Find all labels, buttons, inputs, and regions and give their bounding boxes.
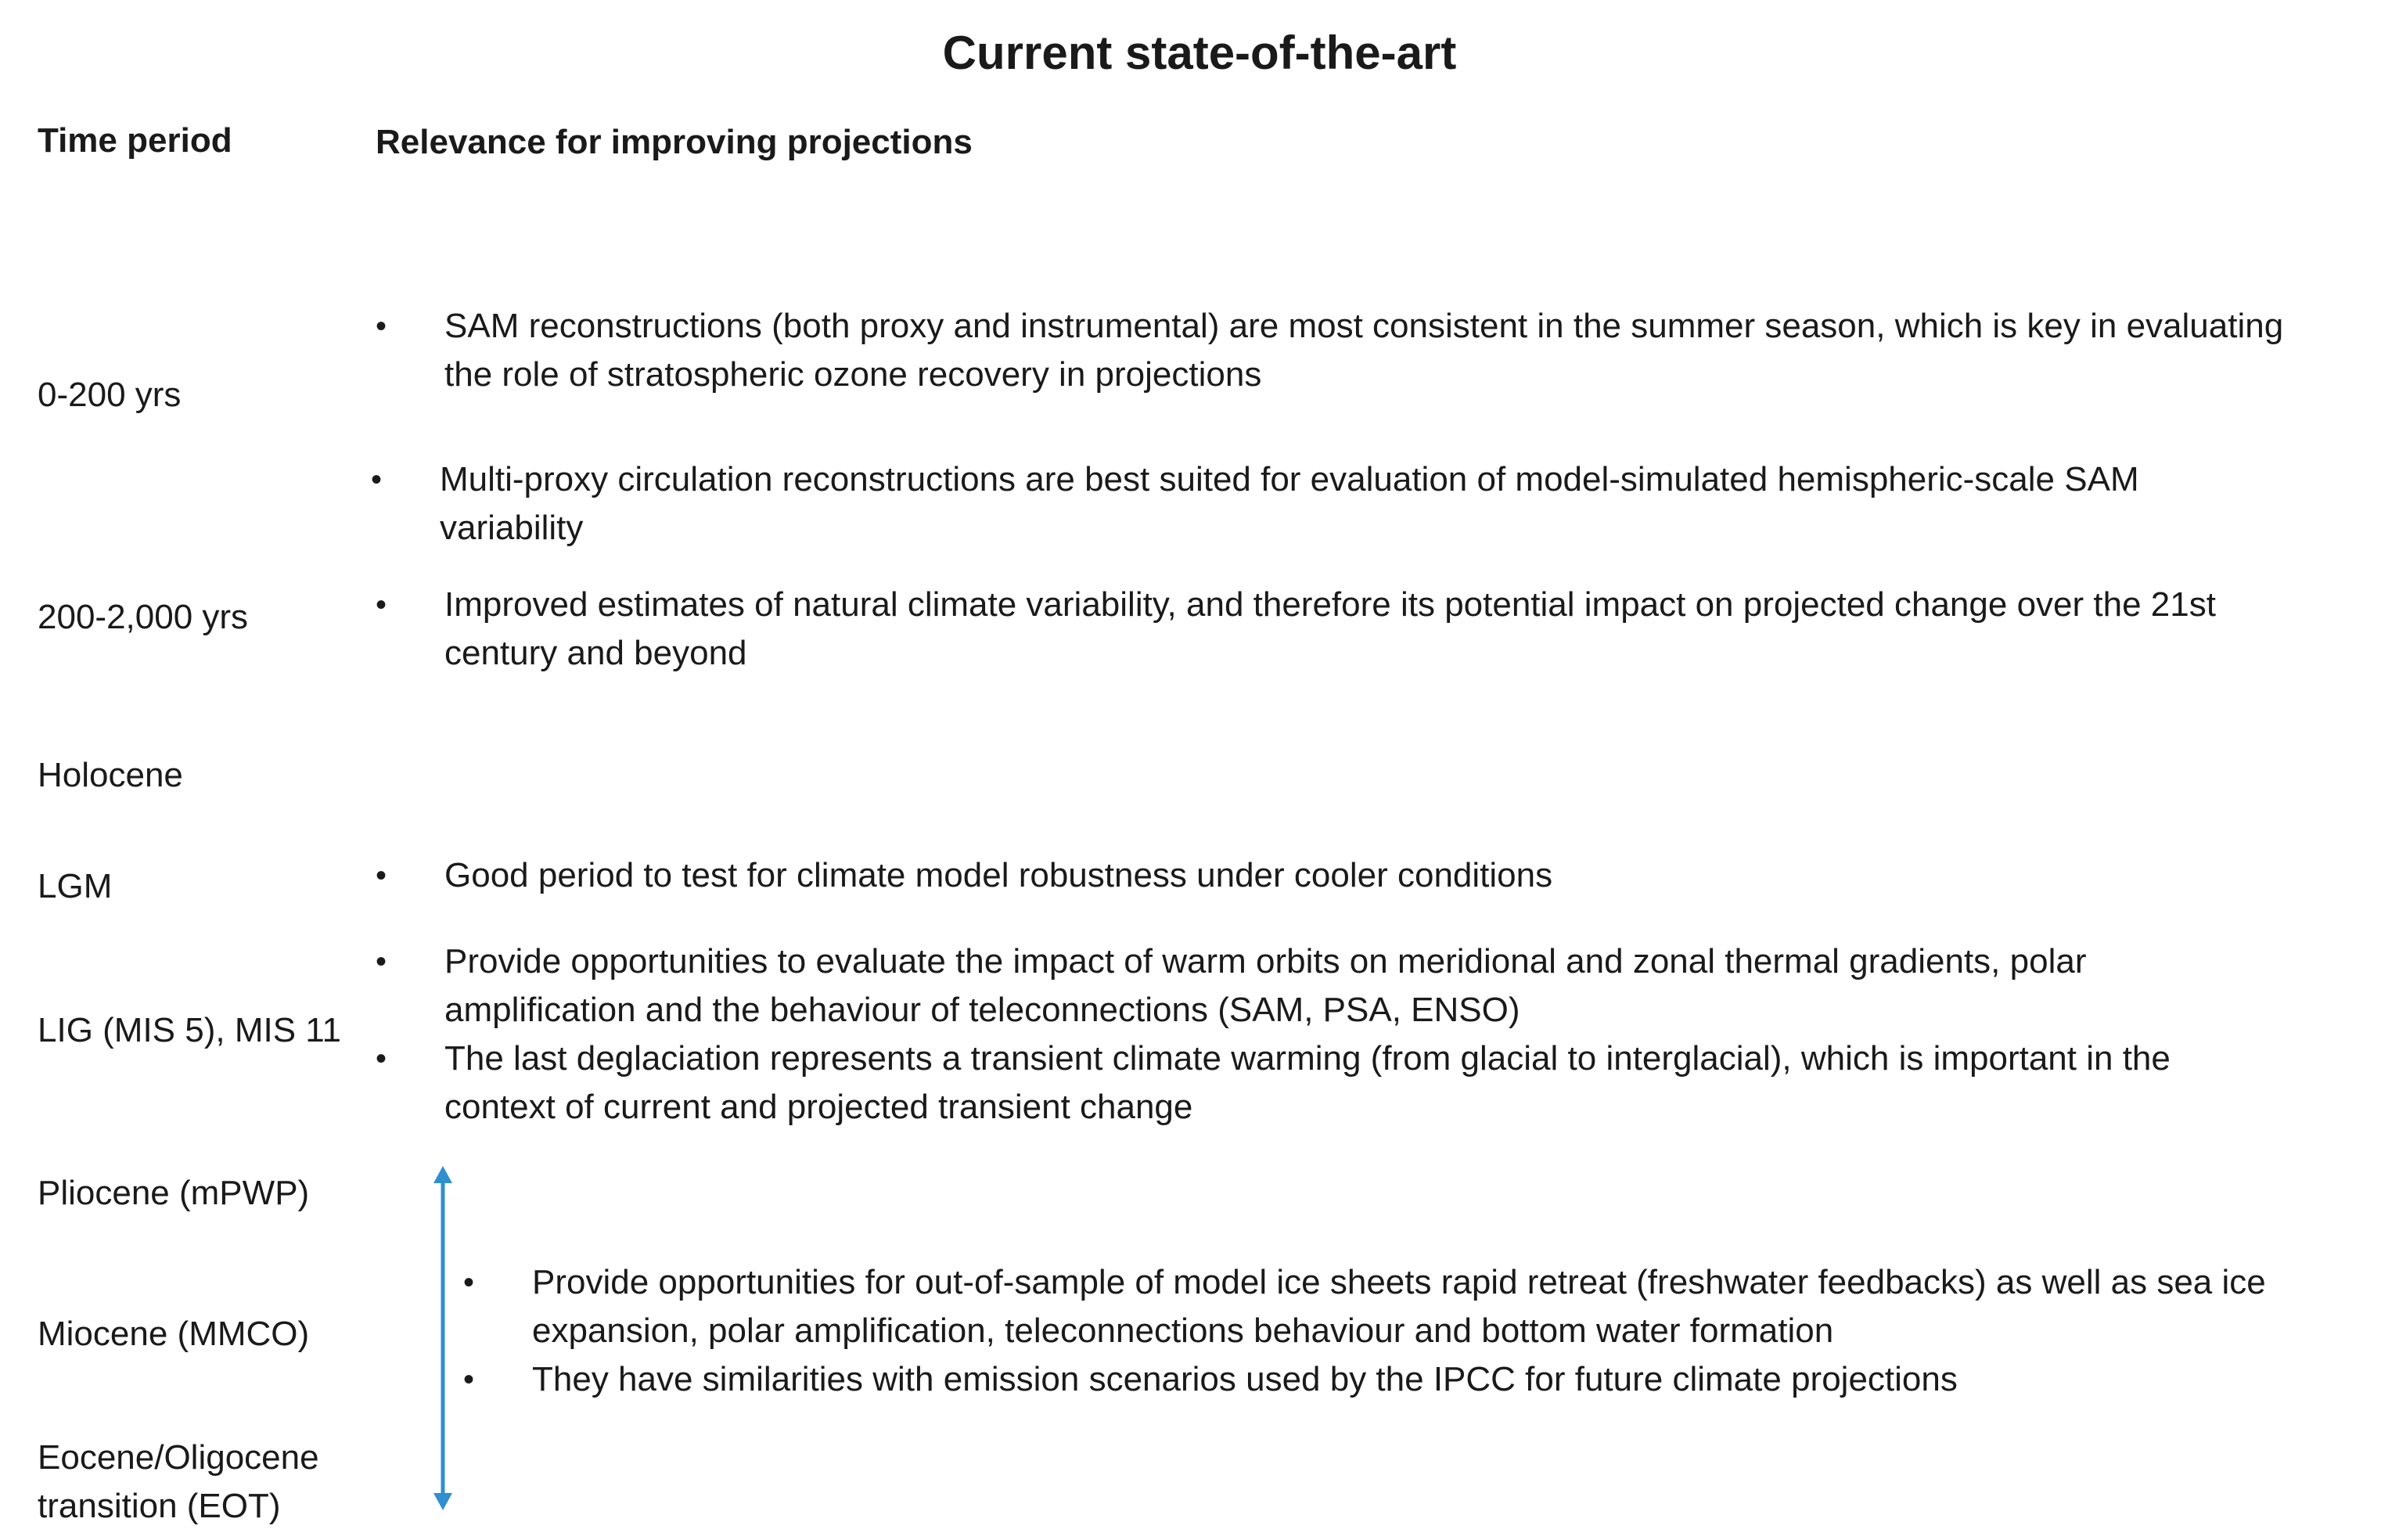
period-0-200: 0-200 yrs bbox=[38, 376, 182, 414]
bullet-dot: • bbox=[371, 462, 383, 497]
period-eocene-oligocene: Eocene/Oligocene transition (EOT) bbox=[38, 1438, 319, 1525]
bullet-text: The last deglaciation represents a transient climate warming (from glacial to interglacial), which is important in the context of current and projected transient change bbox=[444, 1039, 2171, 1126]
bullet-lgm-robustness bbox=[376, 851, 2394, 903]
period-lig: LIG (MIS 5), MIS 11 bbox=[38, 1011, 341, 1049]
bullet-text: Improved estimates of natural climate variability, and therefore its potential impact on projected change over the 21st century and beyond bbox=[444, 585, 2216, 672]
period-miocene: Miocene (MMCO) bbox=[38, 1315, 310, 1353]
bullet-sam-reconstructions bbox=[376, 302, 2394, 404]
bullet-dot: • bbox=[376, 858, 387, 893]
period-holocene: Holocene bbox=[38, 756, 183, 794]
header-time-period: Time period bbox=[38, 121, 232, 160]
bullet-emission-scenarios bbox=[463, 1355, 2388, 1407]
bullet-text: Good period to test for climate model robustness under cooler conditions bbox=[444, 856, 1553, 894]
period-pliocene: Pliocene (mPWP) bbox=[38, 1174, 310, 1212]
bullet-multi-proxy bbox=[371, 455, 2390, 557]
range-double-arrow bbox=[429, 1166, 457, 1510]
bullet-dot: • bbox=[376, 1042, 387, 1076]
bullet-warm-orbits bbox=[376, 937, 2394, 1039]
arrow-head-up bbox=[433, 1166, 452, 1183]
bullet-text: They have similarities with emission scenarios used by the IPCC for future climate projections bbox=[532, 1360, 1958, 1398]
bullet-text: Provide opportunities to evaluate the impact of warm orbits on meridional and zonal thermal gradients, polar amplification and the behaviour of teleconnections (SAM, PSA, ENSO) bbox=[444, 942, 2087, 1029]
header-relevance: Relevance for improving projections bbox=[376, 123, 973, 161]
period-lgm: LGM bbox=[38, 867, 113, 905]
period-200-2000: 200-2,000 yrs bbox=[38, 598, 249, 636]
bullet-out-of-sample bbox=[463, 1258, 2388, 1360]
bullet-dot: • bbox=[463, 1265, 475, 1300]
bullet-dot: • bbox=[376, 309, 387, 344]
arrow-head-down bbox=[433, 1493, 452, 1510]
bullet-text: Provide opportunities for out-of-sample of model ice sheets rapid retreat (freshwater feedbacks) as well as sea ice expansion, polar amplification, teleconnections behaviour and bottom water formation bbox=[532, 1263, 2266, 1350]
bullet-dot: • bbox=[463, 1362, 475, 1397]
bullet-text: Multi-proxy circulation reconstructions are best suited for evaluation of model-simulated hemispheric-scale SAM variability bbox=[440, 460, 2139, 547]
bullet-dot: • bbox=[376, 945, 387, 979]
page-title: Current state-of-the-art bbox=[942, 27, 1457, 79]
bullet-dot: • bbox=[376, 588, 387, 622]
bullet-text: SAM reconstructions (both proxy and instrumental) are most consistent in the summer season, which is key in evaluating the role of stratospheric ozone recovery in projections bbox=[444, 307, 2284, 394]
bullet-last-deglaciation bbox=[376, 1034, 2394, 1136]
bullet-natural-variability bbox=[376, 581, 2394, 682]
